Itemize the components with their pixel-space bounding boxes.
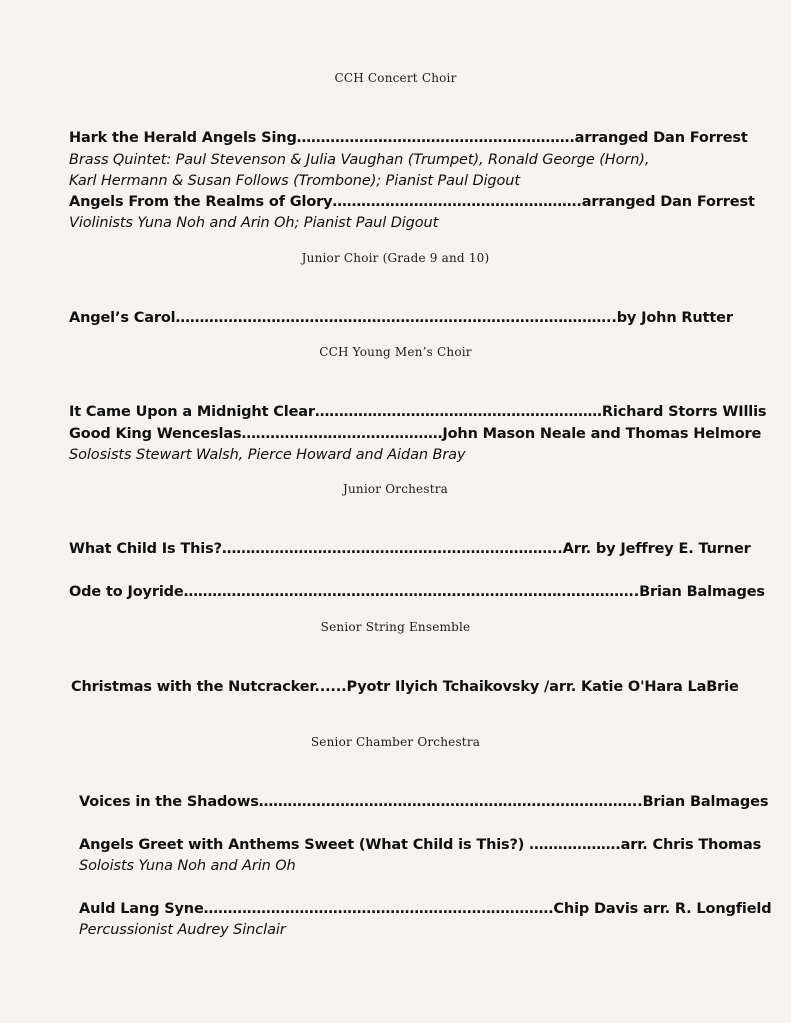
section-title-concert-choir: CCH Concert Choir [334,71,457,85]
section-title-senior-string-ensemble: Senior String Ensemble [320,620,471,634]
performers-soloists-walsh: Solosists Stewart Walsh, Pierce Howard and Aidan Bray [69,447,466,463]
piece-voices-in-the-shadows: Voices in the Shadows……………………………………………………………………..Brian Balmages [79,794,769,810]
piece-angels-from-the-realms: Angels From the Realms of Glory…………………………………………….arranged Dan Forrest [69,194,755,210]
performers-brass-quintet: Brass Quintet: Paul Stevenson & Julia Vaughan (Trumpet), Ronald George (Horn), [69,152,650,168]
piece-christmas-with-the-nutcracker: Christmas with the Nutcracker......Pyotr Ilyich Tchaikovsky /arr. Katie O'Hara LaBrie [71,679,739,695]
piece-ode-to-joyride: Ode to Joyride…………………………………………………………………………………..Brian Balmages [69,584,765,600]
performers-soloists-noh-oh: Soloists Yuna Noh and Arin Oh [79,858,296,874]
performers-violinists: Violinists Yuna Noh and Arin Oh; Pianist Paul Digout [69,215,439,231]
piece-it-came-upon: It Came Upon a Midnight Clear……………………………………………………Richard Storrs WIllis [69,404,767,420]
piece-good-king-wenceslas: Good King Wenceslas……………………………………John Mason Neale and Thomas Helmore [69,426,762,442]
section-title-young-mens-choir: CCH Young Men’s Choir [319,345,472,359]
piece-angels-carol: Angel’s Carol………………………………………………………………………………..by John Rutter [69,310,733,326]
piece-hark-the-herald: Hark the Herald Angels Sing………………………………………………….arranged Dan Forrest [69,130,748,146]
performers-percussionist: Percussionist Audrey Sinclair [79,922,286,938]
piece-angels-greet: Angels Greet with Anthems Sweet (What Child is This?) ……………….arr. Chris Thomas [79,837,762,853]
section-title-junior-choir: Junior Choir (Grade 9 and 10) [301,251,490,265]
section-title-senior-chamber-orchestra: Senior Chamber Orchestra [310,735,481,749]
performers-trombone-pianist: Karl Hermann & Susan Follows (Trombone); Pianist Paul Digout [69,173,520,189]
piece-what-child-is-this: What Child Is This?……………………………………………………………..Arr. by Jeffrey E. Turner [69,541,751,557]
section-title-junior-orchestra: Junior Orchestra [342,482,449,496]
piece-auld-lang-syne: Auld Lang Syne……………………………………………………………….Chip Davis arr. R. Longfield [79,901,772,917]
